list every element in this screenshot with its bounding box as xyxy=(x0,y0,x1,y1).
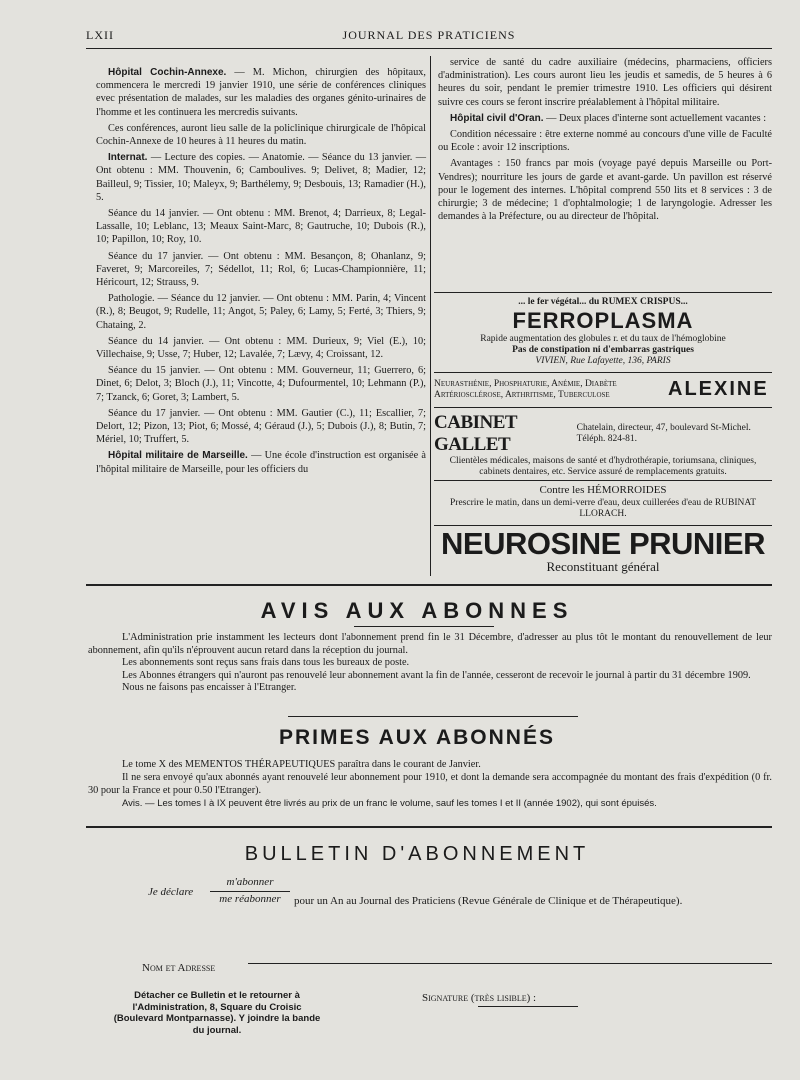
avis-paragraph-2: Les abonnements sont reçus sans frais dans tous les bureaux de poste. xyxy=(122,657,410,668)
bulletin-option-subscribe: m'abonner xyxy=(226,876,274,888)
ferro-tagline: ... le fer végétal... du RUMEX CRISPUS... xyxy=(518,297,688,307)
paragraph xyxy=(96,364,426,404)
alexine-name: ALEXINE xyxy=(668,378,769,400)
neurosine-title: NEUROSINE PRUNIER xyxy=(441,526,765,561)
section-rule xyxy=(86,826,772,828)
journal-title: JOURNAL DES PRATICIENS xyxy=(342,28,516,42)
journal-page xyxy=(62,0,772,1080)
paragraph-heading: Hôpital civil d'Oran. xyxy=(450,112,544,124)
paragraph-heading: Internat. xyxy=(108,152,148,164)
ferro-line-2: Pas de constipation ni d'embarras gastriques xyxy=(512,345,694,355)
paragraph-text: Avantages : 150 francs par mois (voyage payé depuis Marseille ou Port-Vendres); nourriture les jours de garde et avant-garde. Un pavillon est réservé pour le logement des internes. L'hôpital comprend 550 lits et 8 services : 3 de chirurgie; 3 de médecine; 1 d'ophtalmologie; 1 de laryngologie. Adresser les demandes à la Préfecture, ou au directeur de l'hôpital. xyxy=(438,158,772,223)
paragraph-text: Séance du 17 janvier. — Ont obtenu : MM. Besançon, 8; Ohanlanz, 9; Faveret, 9; Marcoreiles, 7; Sédellot, 11; Rol, 6; Lucas-Championnière, 11; Héricourt, 12; Strauss, 9. xyxy=(96,250,426,289)
gallet-ad xyxy=(434,412,772,478)
ferro-line-1: Rapide augmentation des globules r. et du taux de l'hémoglobine xyxy=(480,334,726,344)
avis-underline xyxy=(354,626,494,627)
alexine-indications: Neurasthénie, Phosphaturie, Anémie, Diabète Artériosclérose, Arthritisme, Tuberculose xyxy=(434,378,617,400)
bulletin-option-resubscribe: me réabonner xyxy=(219,893,281,905)
primes-paragraph-3: Avis. — Les tomes I à IX peuvent être livrés au prix de un franc le volume, sauf les tomes I et II (année 1902), qui sont épuisés. xyxy=(122,798,657,809)
paragraph xyxy=(96,250,426,290)
page-header xyxy=(86,28,772,46)
gallet-address: Chatelain, directeur, 47, boulevard St-Michel. Téléph. 824-81. xyxy=(576,423,751,444)
name-address-line xyxy=(248,963,772,964)
primes-body xyxy=(88,758,772,810)
advertisements xyxy=(434,292,772,582)
section-rule xyxy=(86,584,772,586)
primes-title: PRIMES AUX ABONNÉS xyxy=(279,726,555,749)
paragraph-text: Séance du 15 janvier. — Ont obtenu : MM. Gouverneur, 11; Guerrero, 6; Dinet, 6; Delot, 3; Bloch (J.), 11; Vincotte, 4; Dufourmentel, 10; Lehmann (P.), 7; Tzanck, 6; Goret, 3; Lambert, 5. xyxy=(96,365,426,403)
ferro-title: FERROPLASMA xyxy=(512,308,694,333)
name-address-label: Nom et Adresse xyxy=(142,962,216,974)
bulletin-instructions: Détacher ce Bulletin et le retourner à l'Administration, 8, Square du Croisic (Boulevard Montparnasse). Y joindre la bande du journal. xyxy=(113,990,321,1036)
paragraph xyxy=(96,207,426,247)
paragraph xyxy=(96,66,426,119)
ad-rule xyxy=(434,292,772,293)
neurosine-subtitle: Reconstituant général xyxy=(546,559,660,574)
paragraph-text: Ces conférences, auront lieu salle de la policlinique chirurgicale de l'hôpical Cochin-Annexe de 10 heures à 11 heures du matin. xyxy=(96,122,426,148)
paragraph-text: — M. Michon, chirurgien des hôpitaux, commencera le mercredi 19 janvier 1910, une série de conférences cliniques evec présentation de malades, sur les maladies des organes génito-urinaires de l'homme et les continuera les mercredis suivants. xyxy=(96,67,426,118)
paragraph-text: Pathologie. — Séance du 12 janvier. — Ont obtenu : MM. Parin, 4; Vincent (R.), 8; Beugot, 9; Rudelle, 11; Angot, 5; Paley, 6; Lamy, 5; Ferté, 3; Thiers, 9; Chataing, 2. xyxy=(96,293,426,331)
hemorroides-ad xyxy=(434,484,772,520)
signature-label: Signature (très lisible) : xyxy=(422,992,537,1004)
paragraph-heading: Hôpital Cochin-Annexe. xyxy=(108,67,227,78)
gallet-body: Clientèles médicales, maisons de santé et d'hydrothérapie, toriumsana, cliniques, cabinets dentaires, etc. Service assuré de remplacements gratuits. xyxy=(449,456,757,477)
paragraph xyxy=(438,56,772,109)
ad-rule xyxy=(434,407,772,408)
paragraph xyxy=(438,128,772,154)
paragraph xyxy=(438,157,772,223)
avis-paragraph-4: Nous ne faisons pas encaisser à l'Etranger. xyxy=(122,682,297,693)
ad-rule xyxy=(434,372,772,373)
paragraph xyxy=(96,151,426,204)
gallet-name: CABINET GALLET xyxy=(434,412,517,455)
header-rule xyxy=(86,48,772,49)
primes-paragraph-2: Il ne sera envoyé qu'aux abonnés ayant renouvelé leur abonnement pour 1910, et dont la demande sera accompagnée du montant des frais d'expédition (0 fr. 30 pour la France et pour 0.50 l'Etranger). xyxy=(88,772,772,796)
neurosine-ad xyxy=(434,526,772,575)
bulletin-declare: Je déclare xyxy=(148,886,194,898)
paragraph-text: Séance du 17 janvier. — Ont obtenu : MM. Gautier (C.), 11; Escallier, 7; Delort, 12; Pizon, 13; Piot, 6; Mossé, 4; Géraud (J.), 5; Dubois (J.), 8; Butin, 7; Mériel, 10; Truffert, 5. xyxy=(96,407,426,446)
ad-rule xyxy=(434,480,772,481)
bulletin-title: BULLETIN D'ABONNEMENT xyxy=(244,843,590,865)
fraction-rule xyxy=(210,891,290,892)
avis-paragraph-3: Les Abonnes étrangers qui n'auront pas renouvelé leur abonnement avant la fin de l'année, cesseront de recevoir le journal à partir du 31 décembre 1909. xyxy=(122,669,751,681)
avis-paragraph-1: L'Administration prie instamment les lecteurs dont l'abonnement prend fin le 31 Décembre, d'adresser au plus tôt le montant du renouvellement de leur abonnement, afin qu'ils n'éprouvent aucun retard dans la réception du journal. xyxy=(88,632,772,656)
paragraph xyxy=(96,292,426,332)
paragraph-text: Séance du 14 janvier. — Ont obtenu : MM. Brenot, 4; Darrieux, 8; Legal-Lassalle, 10; Leblanc, 13; Meaux Saint-Marc, 8; Gautruche, 10; Dubois (R.), 10; Papillon, 10; Roy, 10. xyxy=(96,208,426,246)
paragraph-text: — Lecture des copies. — Anatomie. — Séance du 13 janvier. — Ont obtenu : MM. Thouvenin, 6; Camboulives. 9; Delivet, 8; Madier, 12; Bailleul, 9; Tissier, 10; Maleyx, 9; Barthélemy, 9; Desbouis, 13; Ramadier (H.), 5. xyxy=(96,152,426,203)
paragraph-text: — Une école d'instruction est organisée à l'hôpital militaire de Marseille, pour les officiers du xyxy=(96,450,427,475)
left-column xyxy=(96,66,426,479)
paragraph xyxy=(96,449,426,475)
ferroplasma-ad xyxy=(434,297,772,367)
hemo-title: Contre les HÉMORROIDES xyxy=(539,484,667,496)
section-rule xyxy=(288,716,578,717)
paragraph-text: Séance du 14 janvier. — Ont obtenu : MM. Durieux, 9; Viel (E.), 10; Villechaise, 9; Usse, 7; Huber, 12; Lavalée, 7; Lævy, 4; Croissant, 12. xyxy=(96,335,426,361)
paragraph-text: Condition nécessaire : être externe nommé au concours d'une ville de Faculté ou Ecole : avoir 12 inscriptions. xyxy=(438,129,772,154)
hemo-body: Prescrire le matin, dans un demi-verre d'eau, deux cuillerées d'eau de RUBINAT LLORACH. xyxy=(450,498,756,519)
avis-title: AVIS AUX ABONNES xyxy=(260,598,574,623)
signature-line xyxy=(478,1006,578,1007)
paragraph xyxy=(96,407,426,447)
paragraph-text: — Deux places d'interne sont actuellement vacantes : xyxy=(543,112,767,124)
ferro-line-3: VIVIEN, Rue Lafayette, 136, PARIS xyxy=(535,356,671,366)
column-divider xyxy=(430,56,431,576)
primes-paragraph-1: Le tome X des MEMENTOS THÉRAPEUTIQUES paraîtra dans le courant de Janvier. xyxy=(122,759,481,770)
avis-body xyxy=(88,632,772,695)
page-number: LXII xyxy=(86,28,114,42)
paragraph xyxy=(96,122,426,148)
alexine-ad xyxy=(434,378,772,401)
paragraph-heading: Hôpital militaire de Marseille. xyxy=(108,450,248,462)
paragraph xyxy=(96,335,426,361)
right-column xyxy=(438,56,772,226)
paragraph-text: service de santé du cadre auxiliaire (médecins, pharmaciens, officiers d'administration). Les cours auront lieu les jeudis et samedis, de 5 heures à 6 heures du soir, pendant le premier trimestre 1910. Les officiers qui désirent suivre ces cours se feront inscrire préalablement à l'hôpital militaire. xyxy=(438,57,772,108)
bulletin-text: pour un An au Journal des Praticiens (Revue Générale de Clinique et de Thérapeutique). xyxy=(294,895,683,907)
paragraph xyxy=(438,112,772,125)
